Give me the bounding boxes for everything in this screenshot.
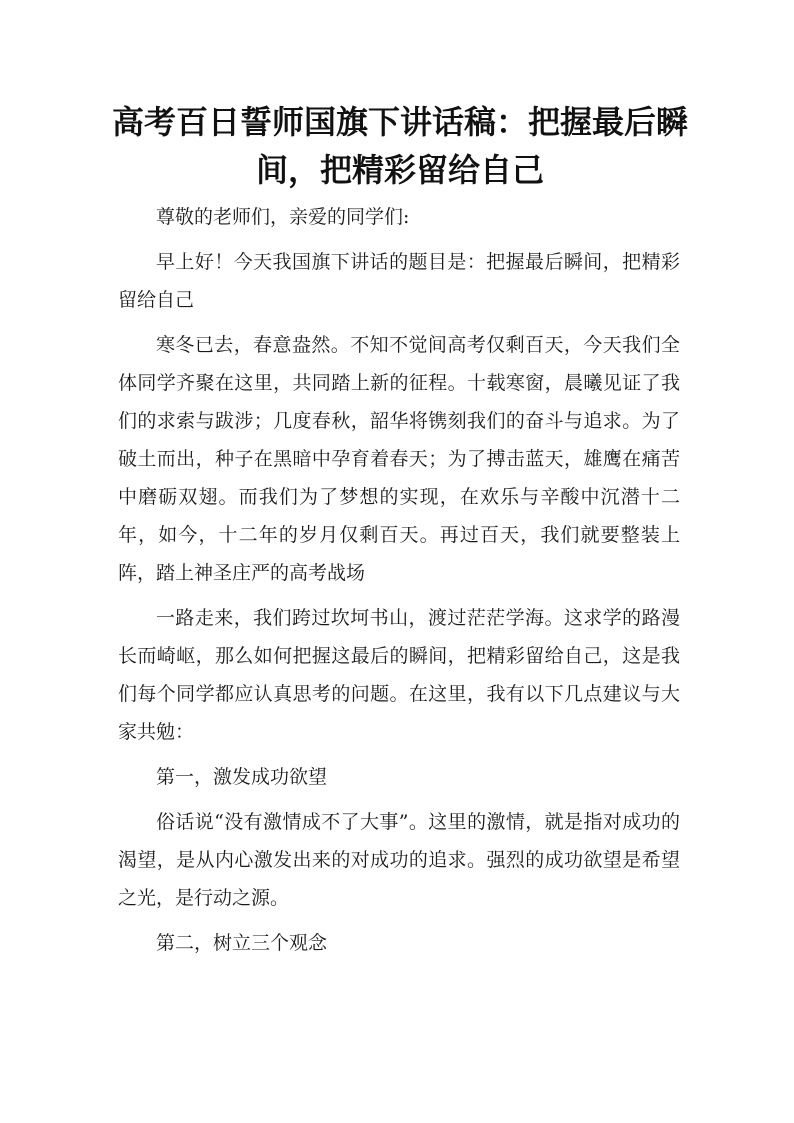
paragraph-intro: 寒冬已去，春意盎然。不知不觉间高考仅剩百天，今天我们全体同学齐聚在这里，共同踏上新的征程。十载寒窗，晨曦见证了我们的求索与跋涉；几度春秋，韶华将镌刻我们的奋斗与追求。为了破土而出，种子在黑暗中孕育着春天；为了搏击蓝天，雄鹰在痛苦中磨砺双翅。而我们为了梦想的实现，在欢乐与辛酸中沉潜十二年，如今，十二年的岁月仅剩百天。再过百天，我们就要整装上阵，踏上神圣庄严的高考战场	[118, 334, 680, 584]
paragraph-topic: 早上好！今天我国旗下讲话的题目是：把握最后瞬间，把精彩留给自己	[118, 251, 680, 311]
section-heading-first: 第一，激发成功欲望	[156, 766, 328, 788]
paragraph-greeting: 尊敬的老师们，亲爱的同学们:	[156, 206, 410, 228]
paragraph-journey: 一路走来，我们跨过坎坷书山，渡过茫茫学海。这求学的路漫长而崎岖，那么如何把握这最后的瞬间，把精彩留给自己，这是我们每个同学都应认真思考的问题。在这里，我有以下几点建议与大家共勉：	[118, 607, 680, 743]
section-heading-second: 第二，树立三个观念	[156, 932, 328, 954]
document-body	[118, 198, 680, 969]
paragraph-passion: 俗话说“没有激情成不了大事”。这里的激情，就是指对成功的渴望，是从内心激发出来的对成功的追求。强烈的成功欲望是希望之光，是行动之源。	[118, 811, 680, 909]
document-title: 高考百日誓师国旗下讲话稿：把握最后瞬间，把精彩留给自己	[111, 103, 688, 189]
